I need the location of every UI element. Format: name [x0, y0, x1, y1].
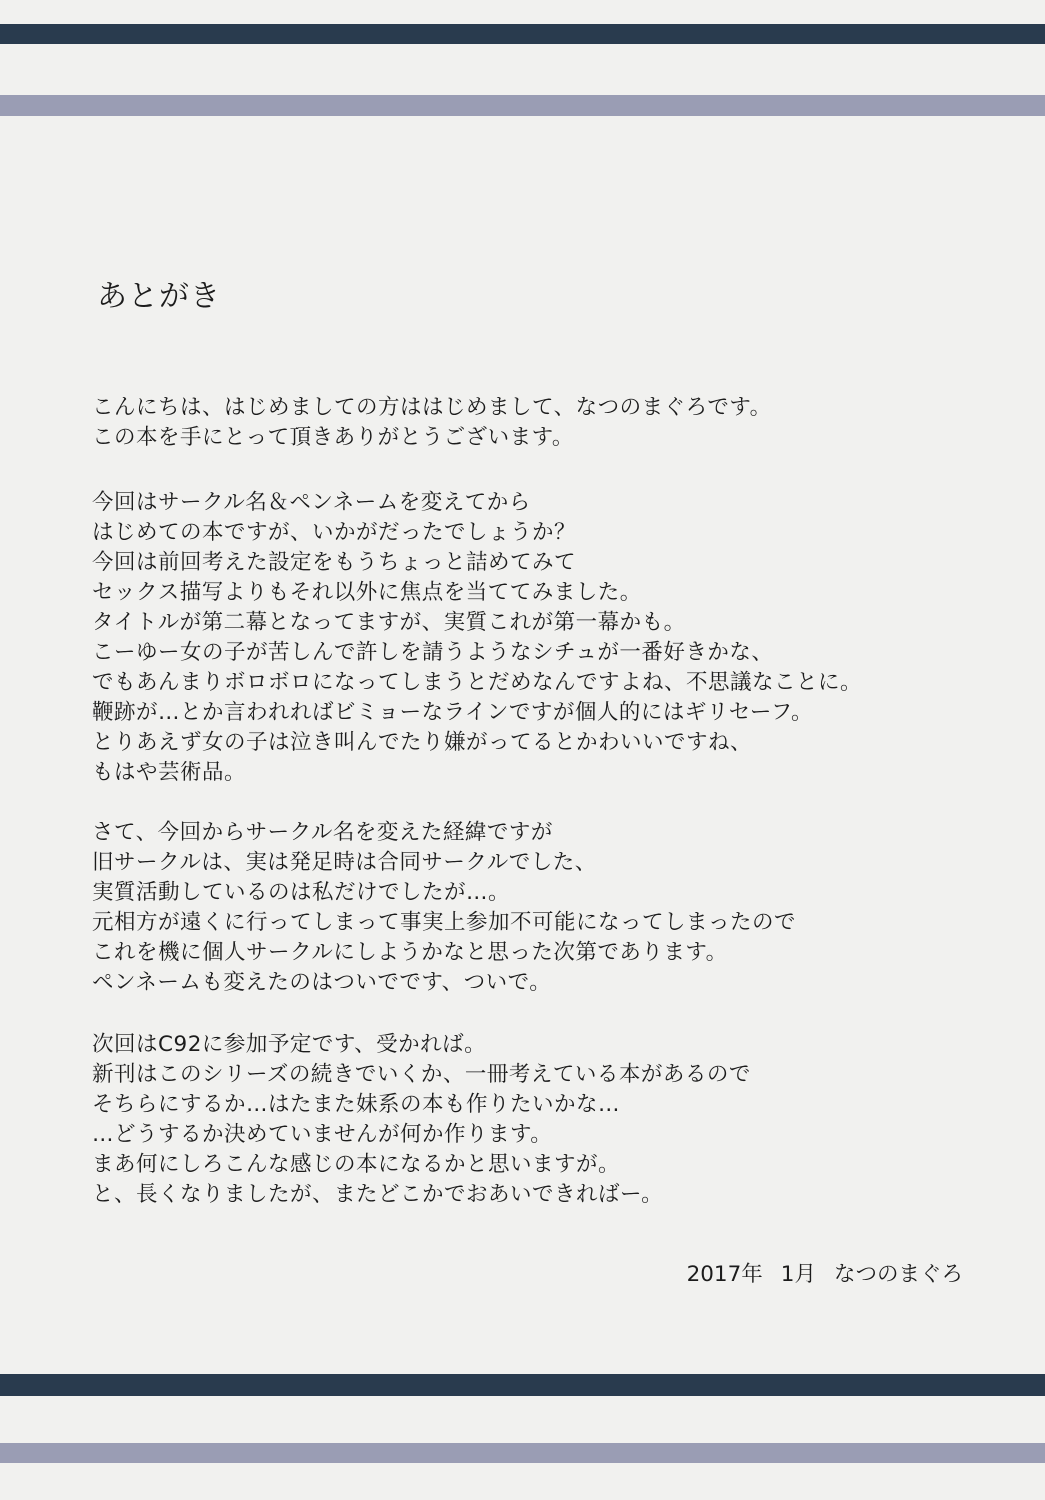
body-line: こーゆー女の子が苦しんで許しを請うようなシチュが一番好きかな、: [92, 640, 774, 665]
body-line: まあ何にしろこんな感じの本になるかと思いますが。: [92, 1152, 621, 1177]
body-line: はじめての本ですが、いかがだったでしょうか？: [92, 520, 577, 545]
body-line: さて、今回からサークル名を変えた経緯ですが: [92, 820, 553, 845]
body-line: 旧サークルは、実は発足時は合同サークルでした、: [92, 850, 597, 875]
body-line: …どうするか決めていませんが何か作ります。: [92, 1122, 553, 1147]
body-line: セックス描写よりもそれ以外に焦点を当ててみました。: [92, 580, 642, 605]
signature-year: 2017年: [686, 1262, 763, 1287]
signature-month: 1月: [780, 1262, 816, 1287]
bottom-dark-stripe: [0, 1374, 1045, 1396]
body-line: 今回はサークル名＆ペンネームを変えてから: [92, 490, 531, 515]
bottom-light-stripe: [0, 1443, 1045, 1463]
page-title: あとがき: [97, 279, 221, 314]
body-line: とりあえず女の子は泣き叫んでたり嫌がってるとかわいいですね、: [92, 730, 753, 755]
body-line: こんにちは、はじめましての方ははじめまして、なつのまぐろです。: [92, 395, 772, 420]
body-line: タイトルが第二幕となってますが、実質これが第一幕かも。: [92, 610, 686, 635]
top-light-stripe: [0, 95, 1045, 116]
body-line: 次回はC92に参加予定です、受かれば。: [92, 1032, 487, 1057]
body-line: ペンネームも変えたのはついでです、ついで。: [92, 970, 552, 995]
body-line: この本を手にとって頂きありがとうございます。: [92, 425, 574, 450]
body-line: でもあんまりボロボロになってしまうとだめなんですよね、不思議なことに。: [92, 670, 863, 695]
body-line: これを機に個人サークルにしようかなと思った次第であります。: [92, 940, 728, 965]
body-line: 鞭跡が…とか言われればビミョーなラインですが個人的にはギリセーフ。: [92, 700, 814, 725]
top-dark-stripe: [0, 24, 1045, 44]
body-line: 元相方が遠くに行ってしまって事実上参加不可能になってしまったので: [92, 910, 797, 935]
body-line: と、長くなりましたが、またどこかでおあいできればー。: [92, 1182, 664, 1207]
body-line: 新刊はこのシリーズの続きでいくか、一冊考えている本があるので: [92, 1062, 751, 1087]
body-line: そちらにするか…はたまた妹系の本も作りたいかな…: [92, 1092, 621, 1117]
body-line: もはや芸術品。: [92, 760, 247, 785]
body-line: 実質活動しているのは私だけでしたが…。: [92, 880, 511, 905]
body-line: 今回は前回考えた設定をもうちょっと詰めてみて: [92, 550, 577, 575]
signature-author: なつのまぐろ: [833, 1262, 963, 1287]
signature: [687, 1260, 963, 1290]
